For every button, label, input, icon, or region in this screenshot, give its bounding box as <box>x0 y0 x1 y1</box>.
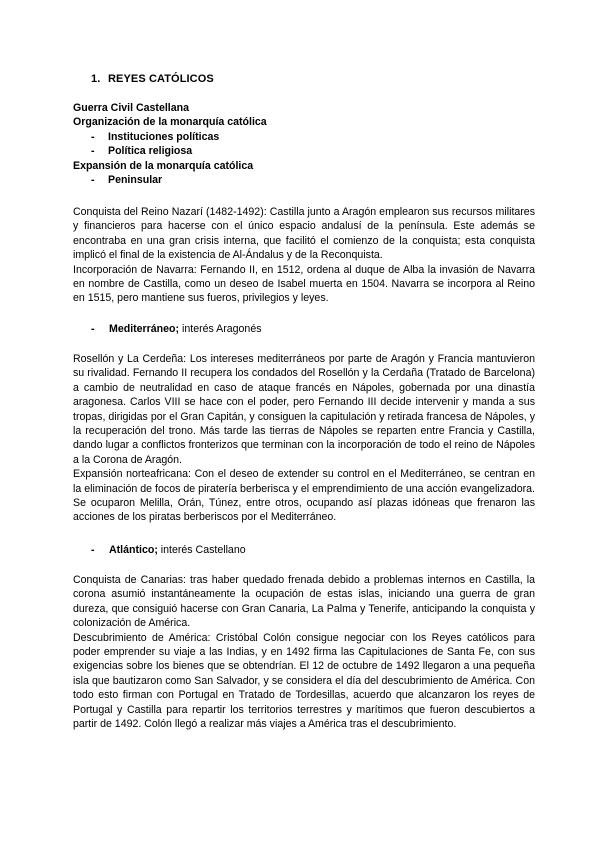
outline-item-guerra-civil: Guerra Civil Castellana <box>73 102 189 114</box>
outline-subitem-label: Instituciones políticas <box>108 130 220 143</box>
paragraph-rosellon-cerdena: Rosellón y La Cerdeña: Los intereses mediterráneos por parte de Aragón y Francia mantuvieron su rivalidad. Fernando II recupera los condados del Rosellón y la Cerdaña (Tratado de Barcelona) a cambio de neutralidad en caso de ataque francés en Nápoles, gobernada por una dinastía aragonesa. Carlos VIII se hace con el poder, pero Fernando III decide intervenir y manda a sus tropas, dirigidas por el Gran Capitán, y consiguen la capitulación y retirada francesa de Nápoles, y la recuperación del trono. Más tarde las tierras de Nápoles se reparten entre Francia y Castilla, dando lugar a conflictos fronterizos que terminan con la incorporación de todo el reino de Nápoles a la Corona de Aragón. <box>73 353 535 466</box>
bullet-atlantico-rest: interés Castellano <box>157 544 246 556</box>
bullet-dash: - <box>91 145 95 158</box>
bullet-dash: - <box>91 130 95 143</box>
outline-subitem-label: Peninsular <box>108 174 163 187</box>
mediterraneo-section <box>73 352 535 525</box>
bullet-dash: - <box>91 174 95 187</box>
bullet-atlantico <box>91 543 246 557</box>
paragraph-expansion-norteafricana: Expansión norteafricana: Con el deseo de extender su control en el Mediterráneo, se centran en la eliminación de focos de piratería berberisca y el emprendimiento de una acción evangelizadora. Se ocuparon Melilla, Orán, Túnez, entre otros, ocupando así plazas idóneas que frenaron las acciones de los piratas berberiscos por el Mediterráneo. <box>73 468 535 524</box>
atlantico-section <box>73 573 535 731</box>
paragraph-conquista-nazari: Conquista del Reino Nazarí (1482-1492): Castilla junto a Aragón emplearon sus recursos militares y financieros para hacerse con el único espacio andalusí de la península. Este además se encontraba en una gran crisis interna, que facilitó el comienzo de la conquista; esta conquista implicó el final de la existencia de Al-Ándalus y de la Reconquista. <box>73 206 535 262</box>
outline-subitem-peninsular <box>73 173 553 187</box>
paragraph-descubrimiento-america: Descubrimiento de América: Cristóbal Colón consigue negociar con los Reyes católicos para poder emprender su viaje a las Indias, y en 1492 firma las Capitulaciones de Santa Fe, con sus exigencias sobre los bienes que se obtendrían. El 12 de octubre de 1492 llegaron a una pequeña isla que bautizaron como San Salvador, y se considera el día del descubrimiento de América. Con todo esto firman con Portugal en Tratado de Tordesillas, acuerdo que alcanzaron los reyes de Portugal y Castilla para repartir los territorios terrestres y marítimos que fueron descubiertos a partir de 1492. Colón llegó a realizar más viajes a América tras el descubrimiento. <box>73 631 535 731</box>
heading-title: REYES CATÓLICOS <box>108 73 214 85</box>
bullet-dash: - <box>91 323 95 335</box>
paragraph-incorporacion-navarra: Incorporación de Navarra: Fernando II, en 1512, ordena al duque de Alba la invasión de Navarra en nombre de Castilla, como un deseo de Isabel muerta en 1504. Navarra se incorpora al Reino en 1515, pero mantiene sus fueros, privilegios y leyes. <box>73 263 535 305</box>
outline-subitem-politica-religiosa <box>73 144 553 158</box>
bullet-dash: - <box>91 544 95 556</box>
section-heading <box>91 72 214 86</box>
bullet-mediterraneo-rest: interés Aragonés <box>179 323 262 335</box>
bullet-mediterraneo-bold: Mediterráneo; <box>109 323 180 335</box>
outline-subitem-instituciones <box>73 130 553 144</box>
outline-item-expansion: Expansión de la monarquía católica <box>73 159 254 172</box>
outline-item-organizacion: Organización de la monarquía católica <box>73 116 267 129</box>
outline-subitem-label: Política religiosa <box>108 145 193 158</box>
topic-outline <box>73 101 553 187</box>
bullet-atlantico-bold: Atlántico; <box>109 544 158 556</box>
bullet-mediterraneo <box>91 322 262 336</box>
heading-number: 1. <box>91 73 101 85</box>
paragraph-conquista-canarias: Conquista de Canarias: tras haber quedado frenada debido a problemas internos en Castilla, la corona asumió instantáneamente la ocupación de estas islas, iniciando una guerra de gran dureza, que consiguió hacerse con Gran Canaria, La Palma y Tenerife, anticipando la conquista y colonización de América. <box>73 574 535 630</box>
peninsular-section <box>73 205 535 306</box>
